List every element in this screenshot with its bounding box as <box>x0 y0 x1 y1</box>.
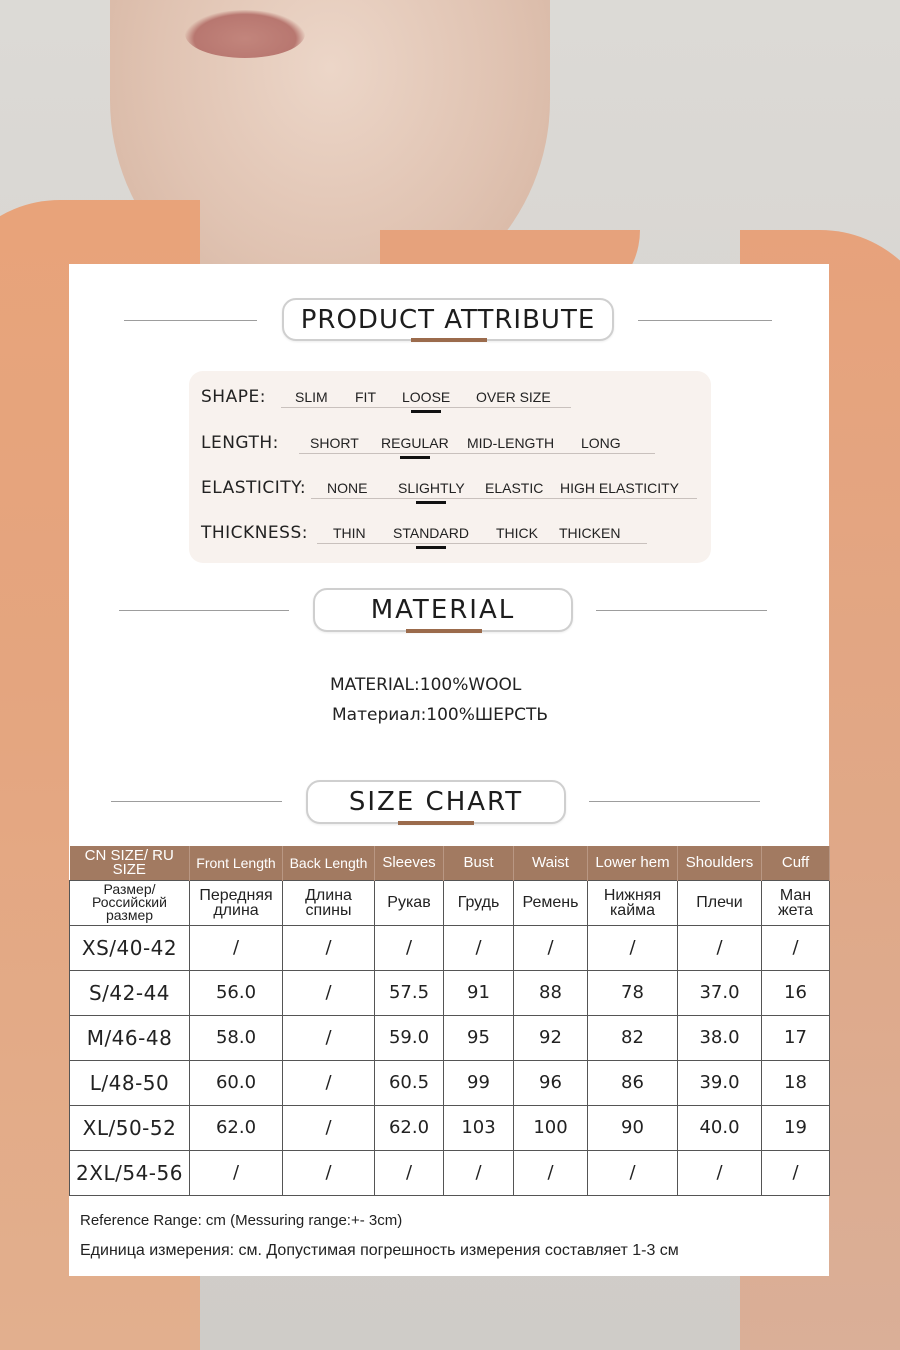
attribute-row-length <box>189 431 711 461</box>
measurement-cell: 99 <box>444 1060 514 1105</box>
measurement-cell: / <box>375 925 444 970</box>
measurement-cell: 60.0 <box>190 1060 283 1105</box>
size-table-header-en <box>70 846 830 880</box>
attribute-row-thickness <box>189 521 711 551</box>
measurement-cell: / <box>588 925 678 970</box>
measurement-cell: / <box>375 1150 444 1195</box>
measurement-cell: 40.0 <box>678 1105 762 1150</box>
attribute-label: SHAPE: <box>201 387 266 407</box>
measurement-cell: / <box>588 1150 678 1195</box>
attribute-row-elasticity <box>189 476 711 506</box>
measurement-cell: 59.0 <box>375 1015 444 1060</box>
measurement-cell: / <box>762 1150 830 1195</box>
attribute-option: FIT <box>355 389 376 405</box>
header-cell: Waist <box>514 846 588 880</box>
attribute-option-selected: STANDARD <box>393 525 469 541</box>
measurement-cell: 90 <box>588 1105 678 1150</box>
header-ru-cell: Длина спины <box>283 880 375 925</box>
measurement-cell: 17 <box>762 1015 830 1060</box>
attributes-panel <box>189 371 711 563</box>
title-underline <box>411 338 487 342</box>
measurement-cell: / <box>190 1150 283 1195</box>
header-ru-cell: Нижняя кайма <box>588 880 678 925</box>
measurement-cell: 86 <box>588 1060 678 1105</box>
measurement-cell: / <box>190 925 283 970</box>
attribute-option: OVER SIZE <box>476 389 551 405</box>
measurement-cell: / <box>283 970 375 1015</box>
size-label-cell: 2XL/54-56 <box>70 1150 190 1195</box>
attribute-track <box>317 543 647 544</box>
measurement-cell: 37.0 <box>678 970 762 1015</box>
size-label-cell: M/46-48 <box>70 1015 190 1060</box>
header-ru-cell: Ман жета <box>762 880 830 925</box>
attribute-option: SLIM <box>295 389 328 405</box>
attribute-label: LENGTH: <box>201 433 279 453</box>
title-underline <box>406 629 482 633</box>
attribute-track <box>281 407 571 408</box>
title-underline <box>398 821 474 825</box>
measurement-cell: 100 <box>514 1105 588 1150</box>
table-row <box>70 1015 830 1060</box>
size-label-cell: S/42-44 <box>70 970 190 1015</box>
divider-line <box>596 610 767 611</box>
size-label-cell: XS/40-42 <box>70 925 190 970</box>
measurement-cell: 62.0 <box>375 1105 444 1150</box>
attribute-option: HIGH ELASTICITY <box>560 480 680 496</box>
material-russian: Материал:100%ШЕРСТЬ <box>332 705 548 725</box>
measurement-cell: 56.0 <box>190 970 283 1015</box>
size-chart-title: SIZE CHART <box>306 780 566 824</box>
attribute-option: THICKEN <box>559 525 621 541</box>
size-table-body <box>70 925 830 1195</box>
table-row <box>70 1060 830 1105</box>
material-english: MATERIAL:100%WOOL <box>330 675 522 695</box>
header-cell: Lower hem <box>588 846 678 880</box>
measurement-cell: 88 <box>514 970 588 1015</box>
measurement-cell: / <box>283 1105 375 1150</box>
product-info-card <box>69 264 829 1276</box>
measurement-cell: / <box>678 1150 762 1195</box>
attribute-label: ELASTICITY: <box>201 478 307 498</box>
size-table-header-ru <box>70 880 830 925</box>
attribute-track <box>311 498 697 499</box>
divider-line <box>124 320 257 321</box>
attribute-option: THIN <box>333 525 366 541</box>
table-row <box>70 970 830 1015</box>
measurement-cell: 57.5 <box>375 970 444 1015</box>
header-cell: CN SIZE/ RU SIZE <box>70 846 190 880</box>
size-table <box>69 846 830 1196</box>
material-title: MATERIAL <box>313 588 573 632</box>
measurement-cell: 91 <box>444 970 514 1015</box>
attribute-option-selected: LOOSE <box>402 389 451 405</box>
measurement-cell: 18 <box>762 1060 830 1105</box>
measurement-cell: / <box>762 925 830 970</box>
attributes-title: PRODUCT ATTRIBUTE <box>282 298 614 341</box>
divider-line <box>589 801 760 802</box>
header-ru-cell: Грудь <box>444 880 514 925</box>
table-row <box>70 1105 830 1150</box>
measurement-cell: 39.0 <box>678 1060 762 1105</box>
measurement-cell: 92 <box>514 1015 588 1060</box>
measurement-cell: 95 <box>444 1015 514 1060</box>
measurement-cell: 16 <box>762 970 830 1015</box>
attribute-option: LONG <box>581 435 621 451</box>
measurement-cell: 38.0 <box>678 1015 762 1060</box>
size-label-cell: L/48-50 <box>70 1060 190 1105</box>
measurement-cell: / <box>283 925 375 970</box>
header-ru-cell: Рукав <box>375 880 444 925</box>
measurement-cell: / <box>283 1060 375 1105</box>
measurement-cell: / <box>678 925 762 970</box>
header-cell: Bust <box>444 846 514 880</box>
attribute-option-selected: SLIGHTLY <box>398 480 465 496</box>
measurement-cell: / <box>514 925 588 970</box>
model-lips <box>185 10 305 58</box>
table-row <box>70 1150 830 1195</box>
attribute-option: THICK <box>496 525 538 541</box>
header-cell: Shoulders <box>678 846 762 880</box>
reference-note-ru: Единица измерения: см. Допустимая погрешность измерения составляет 1-3 см <box>80 1242 679 1259</box>
measurement-cell: 62.0 <box>190 1105 283 1150</box>
divider-line <box>638 320 772 321</box>
header-ru-cell: Ремень <box>514 880 588 925</box>
header-ru-cell: Передняя длина <box>190 880 283 925</box>
divider-line <box>119 610 289 611</box>
header-ru-cell: Размер/ Российский размер <box>70 880 190 925</box>
measurement-cell: 82 <box>588 1015 678 1060</box>
divider-line <box>111 801 282 802</box>
reference-note-en: Reference Range: cm (Messuring range:+- 3cm) <box>80 1212 403 1229</box>
header-cell: Sleeves <box>375 846 444 880</box>
measurement-cell: / <box>283 1150 375 1195</box>
measurement-cell: / <box>444 1150 514 1195</box>
measurement-cell: / <box>514 1150 588 1195</box>
size-label-cell: XL/50-52 <box>70 1105 190 1150</box>
table-row <box>70 925 830 970</box>
measurement-cell: 96 <box>514 1060 588 1105</box>
attribute-label: THICKNESS: <box>201 523 308 543</box>
attribute-option-selected: REGULAR <box>381 435 449 451</box>
header-cell: Cuff <box>762 846 830 880</box>
measurement-cell: 19 <box>762 1105 830 1150</box>
measurement-cell: 58.0 <box>190 1015 283 1060</box>
attribute-track <box>299 453 655 454</box>
measurement-cell: / <box>283 1015 375 1060</box>
measurement-cell: 103 <box>444 1105 514 1150</box>
attribute-row-shape <box>189 385 711 415</box>
measurement-cell: 78 <box>588 970 678 1015</box>
measurement-cell: / <box>444 925 514 970</box>
attribute-option: SHORT <box>310 435 359 451</box>
header-cell: Front Length <box>190 846 283 880</box>
attribute-option: MID-LENGTH <box>467 435 555 451</box>
header-ru-cell: Плечи <box>678 880 762 925</box>
measurement-cell: 60.5 <box>375 1060 444 1105</box>
attribute-option: NONE <box>327 480 368 496</box>
attribute-option: ELASTIC <box>485 480 544 496</box>
header-cell: Back Length <box>283 846 375 880</box>
